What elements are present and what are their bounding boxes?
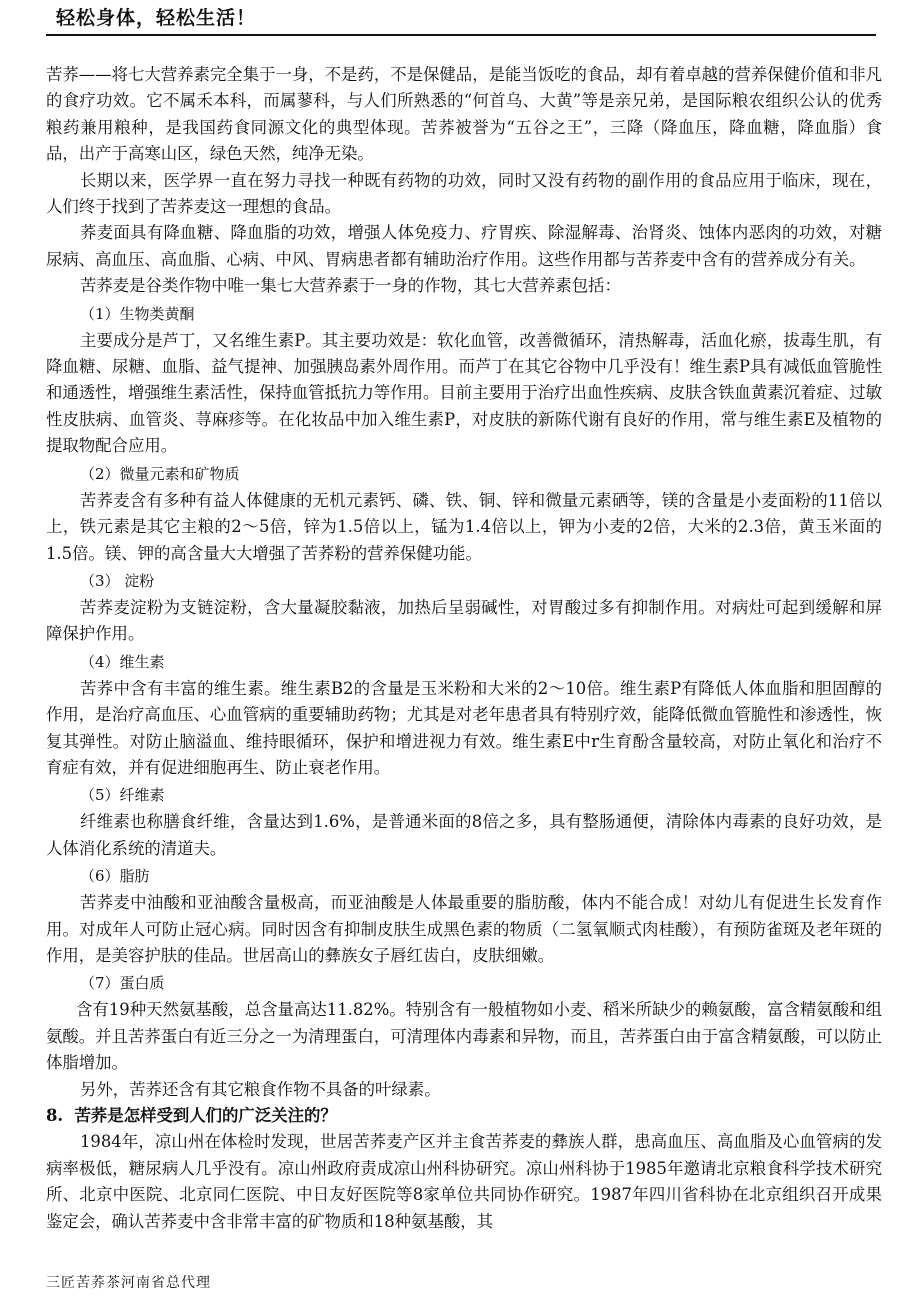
section-heading-vitamins: （4）维生素: [80, 652, 165, 671]
extra-note: 另外，苦荞还含有其它粮食作物不具备的叶绿素。: [80, 1079, 441, 1099]
page-header: [46, 4, 876, 36]
section-text-minerals: 苦荞麦含有多种有益人体健康的无机元素钙、磷、铁、铜、锌和微量元素硒等，镁的含量是小麦面粉的11倍以上，铁元素是其它主粮的2～5倍，锌为1.5倍以上，锰为1.4倍以上，钾为小麦的2倍，大米的2.3倍，黄玉米面的1.5倍。镁、钾的高含量大大增强了苦荞粉的营养保健功能。: [46, 490, 882, 563]
answer-paragraph: 1984年，凉山州在体检时发现，世居苦荞麦产区并主食苦荞麦的彝族人群，患高血压、高血脂及心血管病的发病率极低，糖尿病人几乎没有。凉山州政府责成凉山州科协研究。凉山州科协于1985年邀请北京粮食科学技术研究所、北京中医院、北京同仁医院、中日友好医院等8家单位共同协作研究。1987年四川省科协在北京组织召开成果鉴定会，确认苦荞麦中含非常丰富的矿物质和18种氨基酸，其: [46, 1132, 882, 1231]
article-body: [46, 62, 882, 1235]
section-text-fat: 苦荞麦中油酸和亚油酸含量极高，而亚油酸是人体最重要的脂肪酸，体内不能合成！对幼儿有促进生长发育作用。对成年人可防止冠心病。同时因含有抑制皮肤生成黑色素的物质（二氢氧顺式肉桂酸），有预防雀斑及老年斑的作用，是美容护肤的佳品。世居高山的彝族女子唇红齿白，皮肤细嫩。: [46, 893, 882, 965]
section-heading-minerals: （2）微量元素和矿物质: [80, 464, 240, 483]
section-heading-starch: （3） 淀粉: [80, 571, 155, 590]
section-text-fiber: 纤维素也称膳食纤维，含量达到1.6%，是普通米面的8倍之多，具有整肠通便，清除体内毒素的良好功效，是人体消化系统的清道夫。: [46, 812, 882, 858]
section-text-flavonoids: 主要成分是芦丁，又名维生素P。其主要功效是：软化血管，改善微循环，清热解毒，活血化瘀，拔毒生肌，有降血糖、尿糖、血脂、益气提神、加强胰岛素外周作用。而芦丁在其它谷物中几乎没有！维生素P具有减低血管脆性和通透性，增强维生素活性，保持血管抵抗力等作用。目前主要用于治疗出血性疾病、皮肤含铁血黄素沉着症、过敏性皮肤病、血管炎、荨麻疹等。在化妆品中加入维生素P，对皮肤的新陈代谢有良好的作用，常与维生素E及植物的提取物配合应用。: [46, 330, 882, 456]
section-text-starch: 苦荞麦淀粉为支链淀粉，含大量凝胶黏液，加热后呈弱碱性，对胃酸过多有抑制作用。对病灶可起到缓解和屏障保护作用。: [46, 597, 882, 644]
intro-paragraph: 荞麦面具有降血糖、降血脂的功效，增强人体免疫力、疗胃疾、除湿解毒、治肾炎、蚀体内恶肉的功效，对糖尿病、高血压、高血脂、心病、中风、胃病患者都有辅助治疗作用。这些作用都与苦荞麦中含有的营养成分有关。: [46, 223, 882, 269]
intro-paragraph: 长期以来，医学界一直在努力寻找一种既有药物的功效，同时又没有药物的副作用的食品应用于临床，现在，人们终于找到了苦荞麦这一理想的食品。: [46, 170, 882, 217]
header-rule: [46, 34, 876, 36]
question-heading: 8. 苦荞是怎样受到人们的广泛关注的？: [46, 1106, 337, 1125]
page-footer: 三匠苦荞茶河南省总代理: [46, 1275, 211, 1291]
section-text-protein: 含有19种天然氨基酸，总含量高达11.82%。特别含有一般植物如小麦、稻米所缺少的赖氨酸，富含精氨酸和组氨酸。并且苦荞蛋白有近三分之一为清理蛋白，可清理体内毒素和异物，而且，苦荞蛋白由于富含精氨酸，可以防止体脂增加。: [46, 1000, 882, 1073]
section-text-vitamins: 苦荞中含有丰富的维生素。维生素B2的含量是玉米粉和大米的2～10倍。维生素P有降低人体血脂和胆固醇的作用，是治疗高血压、心血管病的重要辅助药物；尤其是对老年患者具有特别疗效，能降低微血管脆性和渗透性，恢复其弹性。对防止脑溢血、维持眼循环，保护和增进视力有效。维生素E中r生育酚含量较高，对防止氧化和治疗不育症有效，并有促进细胞再生、防止衰老作用。: [46, 678, 882, 777]
section-heading-flavonoids: （1）生物类黄酮: [80, 304, 195, 323]
intro-paragraph: 苦荞麦是谷类作物中唯一集七大营养素于一身的作物，其七大营养素包括：: [80, 276, 621, 296]
section-heading-fat: （6）脂肪: [80, 867, 150, 886]
section-heading-fiber: （5）纤维素: [80, 786, 165, 805]
header-title: 轻松身体，轻松生活！: [56, 7, 257, 29]
section-heading-protein: （7）蛋白质: [80, 974, 165, 993]
intro-paragraph: 苦荞——将七大营养素完全集于一身，不是药，不是保健品，是能当饭吃的食品，却有着卓越的营养保健价值和非凡的食疗功效。它不属禾本科，而属蓼科，与人们所熟悉的“何首乌、大黄”等是亲兄弟，是国际粮农组织公认的优秀粮药兼用粮种，是我国药食同源文化的典型体现。苦荞被誉为“五谷之王”，三降（降血压，降血糖，降血脂）食品，出产于高寒山区，绿色天然，纯净无染。: [46, 65, 882, 164]
